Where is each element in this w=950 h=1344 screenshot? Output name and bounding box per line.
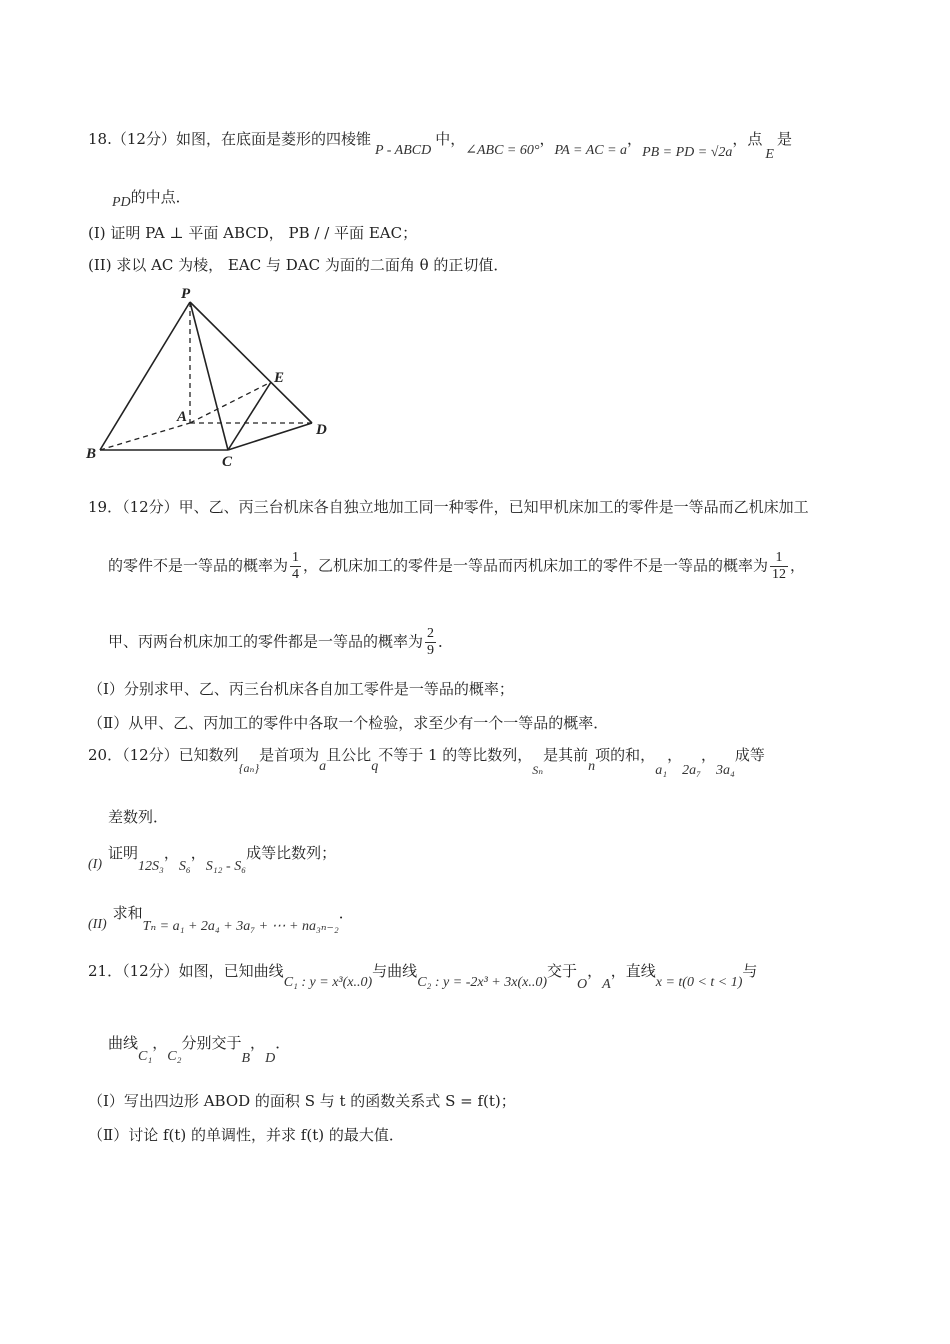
- math-2a7: 2a₇: [682, 763, 701, 778]
- math-sn: Sₙ: [532, 763, 544, 777]
- math-12s3: 12S₃: [138, 859, 164, 874]
- pyramid-figure: [80, 282, 340, 472]
- math-s12-s6: S₁₂ - S₆: [205, 859, 247, 874]
- math-d: D: [265, 1051, 276, 1066]
- math-3a4: 3a₄: [715, 763, 735, 778]
- fraction-2-9: $\frac{2}{9}$: [427, 626, 435, 658]
- math-a1: a₁: [655, 763, 668, 778]
- q20-line2: 差数列．: [108, 808, 169, 826]
- q19-line3: 甲、丙两台机床加工的零件都是一等品的概率为 $\frac{2}{9}$ ．: [108, 626, 454, 658]
- math-n: n: [588, 759, 596, 774]
- q20-part2: (II)求和Tₙ = a₁ + 2a₄ + 3a₇ + ⋯ + na₃ₙ₋₂．: [88, 904, 354, 934]
- q19-line1: 19．（12分）甲、乙、丙三台机床各自独立地加工同一种零件，已知甲机床加工的零件是一等品而乙机床加工: [88, 498, 809, 516]
- q21-part2: （Ⅱ）讨论 f(t) 的单调性，并求 f(t) 的最大值．: [88, 1126, 404, 1144]
- math-tn-sum: Tₙ = a₁ + 2a₄ + 3a₇ + ⋯ + na₃ₙ₋₂: [142, 919, 339, 934]
- label-e: E: [274, 370, 285, 386]
- q19-part2: （Ⅱ）从甲、乙、丙加工的零件中各取一个检验，求至少有一个一等品的概率．: [88, 714, 609, 732]
- math-angle: ∠ABC = 60°: [465, 143, 540, 158]
- label-p: P: [181, 286, 191, 302]
- label-d: D: [316, 422, 327, 438]
- math-line-x-t: x = t(0 < t < 1): [655, 975, 743, 990]
- q19-line2: 的零件不是一等品的概率为 $\frac{1}{4}$ ，乙机床加工的零件是一等品而丙机床加工的零件不是一等品的概率为 $\frac{1}{12}$ ，: [108, 550, 806, 582]
- math-pb-pd: PB = PD = √2a: [642, 145, 733, 160]
- q20-part1: (I)证明12S₃，S₆，S₁₂ - S₆成等比数列；: [88, 844, 337, 874]
- q21-line2: 曲线C₁，C₂分别交于B，D．: [108, 1034, 291, 1066]
- q20-line1: 20．（12分）已知数列$_{\{a_n\}}$是首项为a且公比q不等于 1 的等比数列，$_{S_n}$是其前n项的和，a₁，2a₇，3a₄成等: [88, 746, 765, 778]
- label-b: B: [86, 446, 97, 462]
- math-pyramid: P - ABCD: [374, 143, 432, 158]
- q18-line2: PD的中点．: [112, 188, 191, 210]
- q18-part1: (I) 证明 PA ⊥ 平面 ABCD， PB / / 平面 EAC；: [88, 224, 418, 242]
- math-a: a: [319, 759, 327, 774]
- math-o: O: [577, 977, 588, 992]
- math-a-point: A: [602, 977, 611, 992]
- math-c2: C₂: [167, 1049, 182, 1064]
- q18-line1: 18.（12分）如图，在底面是菱形的四棱锥P - ABCD中，∠ABC = 60°，PA = AC = a，PB = PD = √2a，点E是: [88, 130, 792, 162]
- math-q: q: [371, 759, 379, 774]
- q21-line1: 21．（12分）如图，已知曲线C₁ : y = x³(x..0)与曲线C₂ : y = -2x³ + 3x(x..0)交于O，A，直线x = t(0 < t < 1)与: [88, 962, 758, 992]
- fraction-1-12: $\frac{1}{12}$: [772, 550, 787, 582]
- math-curve-c2: C₂ : y = -2x³ + 3x(x..0): [417, 975, 547, 990]
- math-pd: PD: [112, 195, 131, 210]
- math-curve-c1: C₁ : y = x³(x..0): [283, 975, 373, 990]
- fraction-1-4: $\frac{1}{4}$: [292, 550, 300, 582]
- q18-part2: (II) 求以 AC 为棱， EAC 与 DAC 为面的二面角 θ 的正切值．: [88, 256, 509, 274]
- q19-part1: （Ⅰ）分别求甲、乙、丙三台机床各自加工零件是一等品的概率；: [88, 680, 514, 698]
- label-c: C: [222, 454, 233, 470]
- math-e: E: [765, 147, 774, 162]
- math-pa-ac: PA = AC = a: [554, 143, 628, 158]
- math-b: B: [241, 1051, 251, 1066]
- math-s6: S₆: [178, 859, 191, 874]
- q21-part1: （Ⅰ）写出四边形 ABOD 的面积 S 与 t 的函数关系式 S = f(t)；: [88, 1092, 516, 1110]
- label-a: A: [177, 409, 188, 425]
- math-c1: C₁: [138, 1049, 153, 1064]
- math-seq-an: {aₙ}: [238, 761, 260, 775]
